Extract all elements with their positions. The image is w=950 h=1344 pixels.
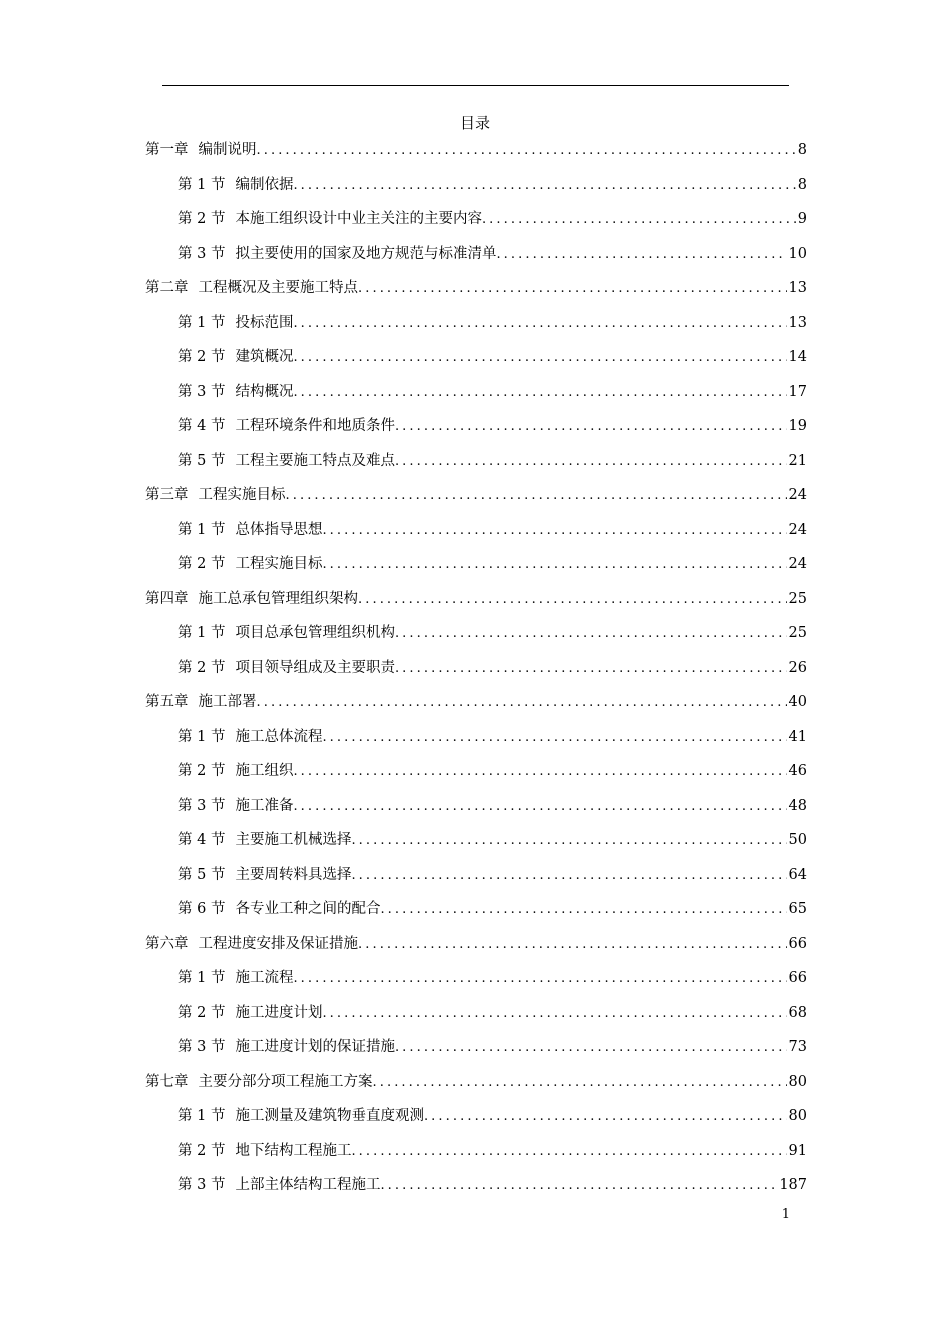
toc-dot-leader: [293, 347, 786, 369]
toc-dot-leader: [395, 658, 787, 680]
toc-entry-page: 66: [788, 970, 807, 986]
toc-entry-number: 第 2 节: [178, 763, 226, 779]
toc-entry-label: [178, 346, 293, 368]
toc-chapter-entry[interactable]: [145, 484, 807, 519]
toc-entry-title: 主要周转料具选择: [235, 866, 352, 883]
toc-entry-number: 第 2 节: [178, 659, 226, 676]
toc-dot-leader: [395, 416, 787, 438]
toc-entry-number: 第 2 节: [178, 349, 226, 365]
toc-entry-page: 25: [788, 590, 807, 607]
header-rule: [162, 85, 789, 86]
toc-entry-label: [145, 139, 257, 161]
toc-section-entry[interactable]: [145, 1140, 807, 1175]
toc-dot-leader: [293, 313, 786, 335]
toc-section-entry[interactable]: [145, 243, 807, 278]
toc-entry-number: 第 3 节: [178, 1039, 226, 1055]
toc-entry-number: 第 1 节: [178, 176, 226, 193]
toc-entry-number: 第 4 节: [178, 418, 226, 434]
toc-dot-leader: [322, 1003, 786, 1025]
toc-entry-page: 9: [797, 211, 807, 227]
toc-entry-title: 上部主体结构工程施工: [235, 1177, 381, 1193]
toc-entry-label: [145, 1071, 373, 1093]
toc-entry-title: 编制说明: [198, 142, 257, 158]
toc-entry-label: [145, 484, 286, 506]
toc-section-entry[interactable]: [145, 1174, 807, 1209]
toc-entry-page: 187: [779, 1177, 807, 1193]
toc-entry-label: [178, 795, 293, 817]
toc-entry-title: 主要分部分项工程施工方案: [198, 1073, 373, 1090]
toc-entry-label: [178, 622, 395, 644]
toc-entry-label: [145, 277, 358, 299]
toc-entry-title: 投标范围: [235, 314, 294, 331]
toc-chapter-entry[interactable]: [145, 277, 807, 312]
toc-entry-label: [178, 243, 496, 265]
toc-dot-leader: [395, 451, 787, 473]
toc-entry-title: 工程概况及主要施工特点: [198, 280, 358, 296]
toc-entry-title: 项目总承包管理组织机构: [235, 625, 395, 641]
toc-entry-page: 73: [788, 1039, 807, 1055]
toc-entry-page: 80: [788, 1073, 807, 1090]
toc-section-entry[interactable]: [145, 312, 807, 347]
toc-entry-title: 施工测量及建筑物垂直度观测: [235, 1108, 424, 1124]
toc-entry-number: 第 1 节: [178, 728, 226, 745]
toc-dot-leader: [293, 761, 786, 783]
toc-entry-label: [178, 657, 395, 679]
toc-entry-title: 施工总承包管理组织架构: [198, 590, 358, 607]
toc-entry-label: [178, 381, 293, 403]
toc-entry-number: 第 5 节: [178, 866, 226, 883]
toc-entry-title: 施工准备: [235, 797, 294, 814]
toc-dot-leader: [257, 140, 796, 162]
toc-chapter-entry[interactable]: [145, 933, 807, 968]
toc-entry-title: 施工部署: [198, 694, 257, 710]
toc-entry-page: 40: [788, 694, 807, 710]
toc-entry-title: 编制依据: [235, 176, 294, 193]
toc-entry-title: 主要施工机械选择: [235, 832, 352, 848]
toc-dot-leader: [351, 865, 786, 887]
toc-entry-title: 本施工组织设计中业主关注的主要内容: [235, 211, 482, 227]
toc-entry-page: 8: [797, 176, 807, 193]
toc-entry-number: 第 5 节: [178, 452, 226, 469]
toc-section-entry[interactable]: [145, 726, 807, 761]
toc-dot-leader: [373, 1072, 787, 1094]
toc-section-entry[interactable]: [145, 795, 807, 830]
toc-entry-title: 项目领导组成及主要职责: [235, 659, 395, 676]
toc-entry-label: [178, 553, 322, 575]
toc-entry-number: 第 1 节: [178, 1108, 226, 1124]
toc-entry-page: 50: [788, 832, 807, 848]
page-number: 1: [781, 1207, 790, 1222]
toc-dot-leader: [322, 554, 786, 576]
toc-entry-number: 第 1 节: [178, 314, 226, 331]
toc-dot-leader: [482, 209, 796, 231]
toc-entry-title: 各专业工种之间的配合: [235, 901, 381, 917]
toc-entry-page: 10: [788, 245, 807, 262]
toc-section-entry[interactable]: [145, 1105, 807, 1140]
toc-entry-number: 第 3 节: [178, 797, 226, 814]
toc-dot-leader: [293, 175, 795, 197]
toc-dot-leader: [358, 278, 787, 300]
toc-dot-leader: [257, 692, 787, 714]
toc-entry-page: 24: [788, 556, 807, 572]
toc-entry-page: 13: [788, 314, 807, 331]
toc-entry-page: 24: [788, 487, 807, 503]
toc-dot-leader: [395, 623, 787, 645]
toc-chapter-entry[interactable]: [145, 1071, 807, 1106]
toc-entry-title: 工程进度安排及保证措施: [198, 935, 358, 952]
toc-entry-label: [178, 174, 293, 196]
toc-section-entry[interactable]: [145, 415, 807, 450]
toc-entry-label: [178, 726, 322, 748]
toc-entry-page: 24: [788, 521, 807, 538]
toc-entry-label: [178, 450, 395, 472]
toc-entry-number: 第 3 节: [178, 1177, 226, 1193]
toc-section-entry[interactable]: [145, 208, 807, 243]
toc-chapter-entry[interactable]: [145, 588, 807, 623]
toc-entry-number: 第 1 节: [178, 521, 226, 538]
toc-section-entry[interactable]: [145, 519, 807, 554]
toc-entry-label: [178, 1002, 322, 1024]
toc-entry-title: 建筑概况: [235, 349, 294, 365]
toc-entry-label: [178, 1105, 424, 1127]
toc-entry-page: 13: [788, 280, 807, 296]
toc-entry-page: 80: [788, 1108, 807, 1124]
toc-entry-number: 第 2 节: [178, 1004, 226, 1021]
toc-entry-label: [145, 588, 358, 610]
toc-entry-page: 26: [788, 659, 807, 676]
toc-entry-label: [178, 829, 351, 851]
toc-section-entry[interactable]: [145, 898, 807, 933]
toc-entry-number: 第 6 节: [178, 901, 226, 917]
toc-dot-leader: [322, 727, 786, 749]
toc-section-entry[interactable]: [145, 864, 807, 899]
toc-section-entry[interactable]: [145, 553, 807, 588]
toc-chapter-entry[interactable]: [145, 139, 807, 174]
toc-entry-page: 21: [788, 452, 807, 469]
toc-dot-leader: [351, 1141, 786, 1163]
toc-title: 目录: [459, 114, 490, 132]
toc-entry-title: 工程实施目标: [235, 556, 323, 572]
toc-dot-leader: [380, 1175, 777, 1197]
toc-dot-leader: [322, 520, 786, 542]
toc-entry-page: 68: [788, 1004, 807, 1021]
toc-entry-label: [178, 1036, 395, 1058]
toc-entry-label: [178, 519, 322, 541]
toc-chapter-entry[interactable]: [145, 691, 807, 726]
toc-entry-label: [178, 898, 380, 920]
toc-entry-number: 第 1 节: [178, 970, 226, 986]
toc-dot-leader: [351, 830, 786, 852]
toc-entry-title: 施工组织: [235, 763, 294, 779]
toc-entry-page: 41: [788, 728, 807, 745]
toc-entry-page: 25: [788, 625, 807, 641]
toc-entry-number: 第 2 节: [178, 1142, 226, 1159]
toc-dot-leader: [286, 485, 787, 507]
toc-section-entry[interactable]: [145, 1002, 807, 1037]
toc-entry-title: 拟主要使用的国家及地方规范与标准清单: [235, 245, 497, 262]
toc-entry-title: 施工总体流程: [235, 728, 323, 745]
toc-entry-title: 工程实施目标: [198, 487, 286, 503]
toc-entry-label: [178, 864, 351, 886]
toc-entry-label: [178, 760, 293, 782]
toc-dot-leader: [380, 899, 786, 921]
toc-entry-title: 施工进度计划的保证措施: [235, 1039, 395, 1055]
toc-dot-leader: [424, 1106, 787, 1128]
toc-entry-title: 结构概况: [235, 383, 294, 400]
toc-entry-page: 65: [788, 901, 807, 917]
table-of-contents: [145, 139, 807, 1209]
toc-entry-title: 地下结构工程施工: [235, 1142, 352, 1159]
toc-entry-number: 第 1 节: [178, 625, 226, 641]
toc-entry-number: 第 3 节: [178, 383, 226, 400]
toc-entry-number: 第 3 节: [178, 245, 226, 262]
toc-entry-page: 91: [788, 1142, 807, 1159]
toc-entry-number: 第三章: [145, 487, 189, 503]
toc-dot-leader: [496, 244, 786, 266]
toc-dot-leader: [293, 382, 786, 404]
toc-entry-label: [145, 691, 257, 713]
toc-dot-leader: [395, 1037, 787, 1059]
toc-entry-title: 总体指导思想: [235, 521, 323, 538]
toc-entry-title: 工程环境条件和地质条件: [235, 418, 395, 434]
toc-entry-number: 第 2 节: [178, 211, 226, 227]
toc-entry-number: 第 2 节: [178, 556, 226, 572]
toc-entry-number: 第四章: [145, 590, 189, 607]
toc-dot-leader: [293, 796, 786, 818]
toc-entry-title: 施工进度计划: [235, 1004, 323, 1021]
toc-entry-number: 第五章: [145, 694, 189, 710]
toc-entry-page: 14: [788, 349, 807, 365]
toc-entry-label: [178, 312, 293, 334]
toc-entry-page: 48: [788, 797, 807, 814]
toc-entry-page: 19: [788, 418, 807, 434]
toc-entry-number: 第六章: [145, 935, 189, 952]
toc-section-entry[interactable]: [145, 760, 807, 795]
toc-entry-page: 17: [788, 383, 807, 400]
toc-entry-label: [178, 1174, 380, 1196]
toc-entry-page: 64: [788, 866, 807, 883]
toc-entry-label: [178, 1140, 351, 1162]
toc-dot-leader: [358, 934, 787, 956]
toc-entry-page: 66: [788, 935, 807, 952]
toc-section-entry[interactable]: [145, 174, 807, 209]
toc-entry-title: 施工流程: [235, 970, 294, 986]
toc-section-entry[interactable]: [145, 829, 807, 864]
toc-entry-number: 第七章: [145, 1073, 189, 1090]
toc-section-entry[interactable]: [145, 657, 807, 692]
toc-entry-label: [178, 967, 293, 989]
toc-section-entry[interactable]: [145, 450, 807, 485]
toc-entry-title: 工程主要施工特点及难点: [235, 452, 395, 469]
toc-entry-number: 第二章: [145, 280, 189, 296]
toc-entry-number: 第 4 节: [178, 832, 226, 848]
toc-entry-label: [178, 415, 395, 437]
toc-entry-label: [145, 933, 358, 955]
toc-section-entry[interactable]: [145, 1036, 807, 1071]
toc-dot-leader: [293, 968, 786, 990]
toc-section-entry[interactable]: [145, 622, 807, 657]
toc-section-entry[interactable]: [145, 381, 807, 416]
toc-entry-label: [178, 208, 482, 230]
toc-entry-number: 第一章: [145, 142, 189, 158]
toc-section-entry[interactable]: [145, 346, 807, 381]
toc-section-entry[interactable]: [145, 967, 807, 1002]
toc-dot-leader: [358, 589, 787, 611]
toc-entry-page: 46: [788, 763, 807, 779]
toc-entry-page: 8: [797, 142, 807, 158]
